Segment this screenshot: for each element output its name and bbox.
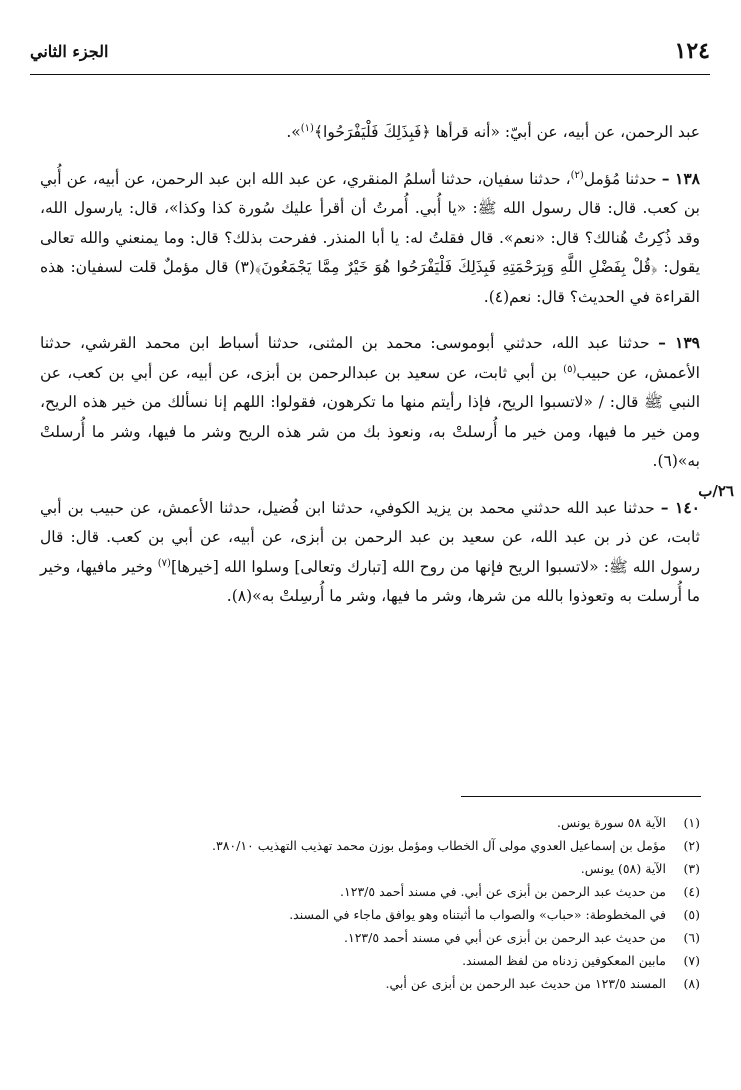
footnote-text: من حديث عبد الرحمن بن أبزى عن أبي. في مسند أحمد ١٢٣/٥. bbox=[340, 884, 666, 899]
footnote-number: (٣) bbox=[683, 861, 700, 876]
hadith-number: ١٣٩ – bbox=[658, 333, 700, 352]
footnote-number: (٦) bbox=[683, 930, 700, 945]
footnote-text: مابين المعكوفين زدناه من لفظ المسند. bbox=[462, 953, 666, 968]
paragraph-continuation bbox=[40, 118, 700, 148]
footnote-number: (٨) bbox=[683, 976, 700, 991]
hadith-paragraph bbox=[40, 328, 700, 477]
footnote bbox=[40, 927, 700, 948]
footnote-ref: (١) bbox=[300, 122, 314, 134]
footnote-number: (٧) bbox=[683, 953, 700, 968]
footnote-text: الآية (٥٨) يونس. bbox=[580, 861, 666, 876]
footnote-text: في المخطوطة: «حباب» والصواب ما أثبتناه وهو يوافق ماجاء في المسند. bbox=[289, 907, 666, 922]
page-header bbox=[30, 38, 710, 72]
footnote bbox=[40, 835, 700, 856]
footnote-text: مؤمل بن إسماعيل العدوي مولى آل الخطاب ومؤمل بوزن محمد تهذيب التهذيب ٣٨٠/١٠. bbox=[212, 838, 666, 853]
manuscript-folio-note: ٢٦/ب bbox=[698, 482, 734, 500]
main-text bbox=[40, 118, 700, 628]
footnote-ref: (٧) bbox=[157, 557, 171, 569]
paragraph-text: حدثنا عبد الله حدثني محمد بن يزيد الكوفي، حدثنا ابن فُضيل، حدثنا الأعمش، عن حبيب بن أبي ثابت، عن ذر بن عبد الله، عن سعيد بن عبد الرحمن بن أبزى، عن أبيه، عن أبي بن كعب. قال: قال رسول الله ﷺ: «لاتسبوا الريح فإنها من روح الله [تبارك وتعالى] وسلوا الله [خيرها] bbox=[40, 498, 701, 576]
hadith-number: ١٣٨ – bbox=[661, 168, 701, 188]
paragraph-tail: بن أبي ثابت، عن سعيد بن عبدالرحمن بن أبزى، عن أبيه، عن أبي بن كعب، عن النبي ﷺ قال: / «لاتسبوا الريح، فإذا رأيتم منها ما تكرهون، فقولوا: اللهم إنا نسألك من خير هذه الريح، ومن خير ما فيها، ومن خير ما أُرسلتْ به، ونعوذ بك من شر هذه الريح وشر ما فيها، وشر ما أُرسلتْ به»(٦). bbox=[40, 363, 700, 470]
footnote bbox=[40, 950, 700, 971]
footnote bbox=[40, 904, 700, 925]
footnote bbox=[40, 973, 700, 994]
footnotes bbox=[40, 812, 700, 996]
hadith-paragraph bbox=[40, 164, 700, 313]
header-rule bbox=[30, 74, 710, 75]
footnote-ref: (٥) bbox=[563, 363, 577, 375]
footnote bbox=[40, 812, 700, 833]
footnote-number: (٢) bbox=[683, 838, 700, 853]
footnote bbox=[40, 858, 700, 879]
footnote-number: (٥) bbox=[683, 907, 700, 922]
paragraph-text: عبد الرحمن، عن أبيه، عن أبيّ: «أنه قرأها ﴿فَبِذَلِكَ فَلْيَفْرَحُوا﴾ bbox=[313, 123, 700, 141]
hadith-paragraph bbox=[40, 493, 700, 612]
footnote-number: (٤) bbox=[683, 884, 700, 899]
hadith-number: ١٤٠ – bbox=[660, 497, 700, 517]
footnote-text: من حديث عبد الرحمن بن أبزى عن أبي في مسند أحمد ١٢٣/٥. bbox=[344, 930, 666, 945]
footnote-text: الآية ٥٨ سورة يونس. bbox=[557, 815, 666, 830]
paragraph-tail: ، حدثنا سفيان، حدثنا أسلمُ المنقري، عن عبد الله ابن عبد الرحمن، عن أبيه، عن أُبي بن كعب. قال: قال رسول الله ﷺ: «يا أُبي. أُمرتُ أن أقرأ عليك سُورة كذا وكذا»، قال: يارسول الله، وقد ذُكِرتُ هُنالك؟ قال: «نعم». قال فقلتُ له: يا أبا المنذر. ففرحت بذلك؟ قال: وما يمنعني والله تعالى يقول: ﴿قُلْ بِفَضْلِ اللَّهِ وَبِرَحْمَتِهِ فَبِذَلِكَ فَلْيَفْرَحُوا هُوَ خَيْرٌ مِمَّا يَجْمَعُونَ﴾(٣) قال مؤملٌ قلت لسفيان: هذه القراءة في الحديث؟ قال: نعم(٤). bbox=[40, 169, 701, 306]
footnote-number: (١) bbox=[683, 815, 700, 830]
footnote bbox=[40, 881, 700, 902]
footnote-separator bbox=[461, 796, 701, 797]
paragraph-tail: ». bbox=[286, 123, 301, 141]
paragraph-text: حدثنا عبد الله، حدثني أبوموسى: محمد بن المثنى، حدثنا أسباط ابن محمد القرشي، حدثنا الأعمش، عن حبيب bbox=[40, 334, 700, 382]
page-number: ١٢٤ bbox=[674, 38, 710, 64]
footnote-text: المسند ١٢٣/٥ من حديث عبد الرحمن بن أبزى عن أبي. bbox=[385, 976, 666, 991]
paragraph-tail: وخير مافيها، وخير ما أُرسلت به وتعوذوا بالله من شرها، وشر ما فيها، وشر ما أُرسِلتْ به»(٨). bbox=[40, 557, 700, 605]
part-title: الجزء الثاني bbox=[30, 42, 109, 61]
paragraph-text: حدثنا مُؤمل bbox=[583, 169, 657, 188]
footnote-ref: (٢) bbox=[570, 169, 584, 181]
